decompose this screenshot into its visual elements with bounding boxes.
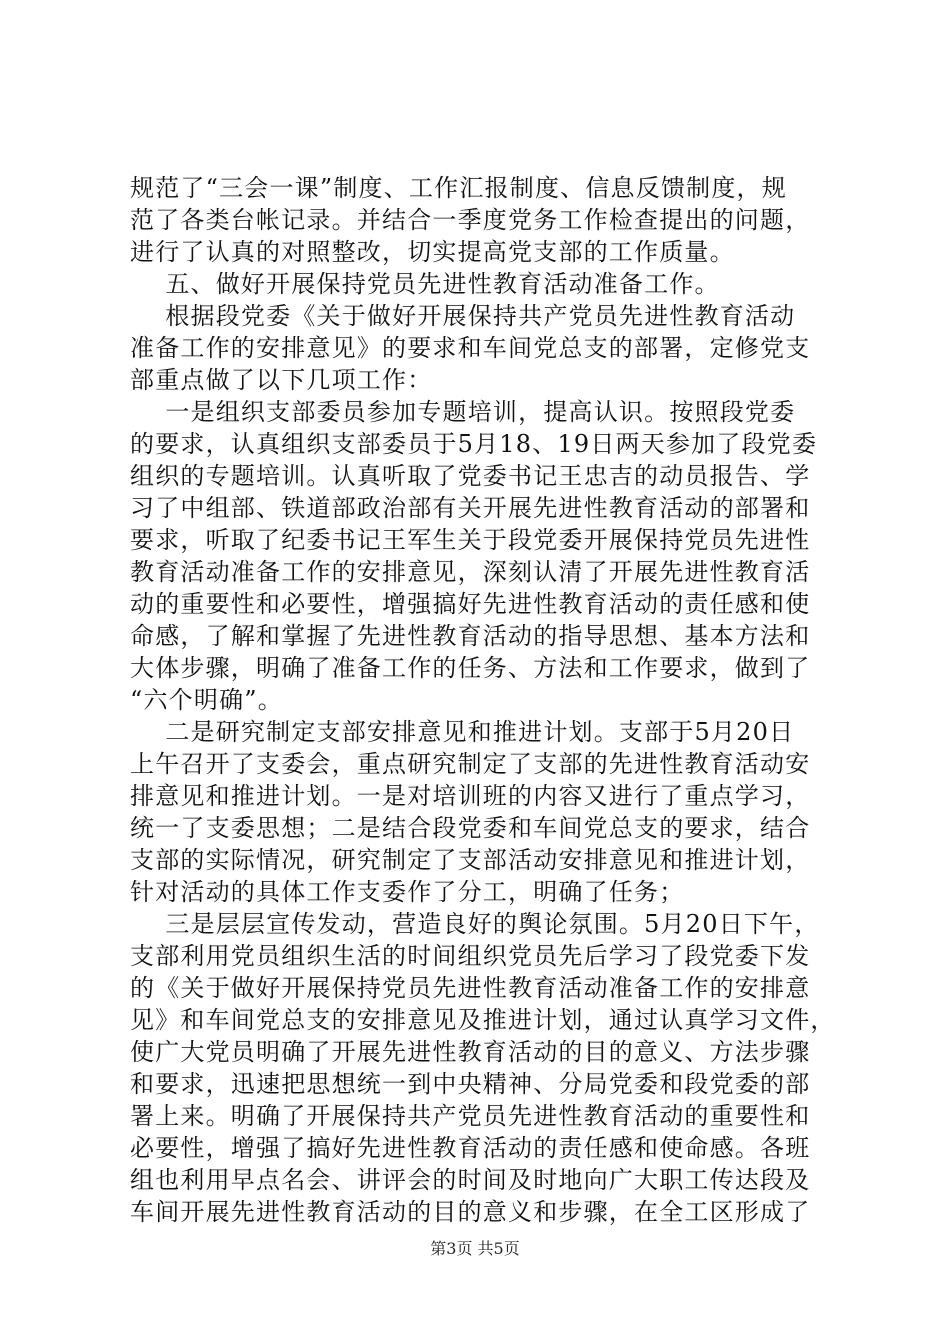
text-line: 统一了支委思想；二是结合段党委和车间党总支的要求，结合 [130, 814, 811, 842]
text-line: 组织的专题培训。认真听取了党委书记王忠吉的动员报告、学 [130, 462, 811, 490]
text-line: 规范了“三会一课”制度、工作汇报制度、信息反馈制度，规 [130, 174, 787, 202]
text-line: 二是研究制定支部安排意见和推进计划。支部于5月20日 [130, 718, 795, 746]
text-line: “六个明确”。 [130, 686, 283, 714]
text-line: 车间开展先进性教育活动的目的意义和步骤，在全工区形成了 [130, 1198, 811, 1226]
text-line: 根据段党委《关于做好开展保持共产党员先进性教育活动 [130, 302, 796, 330]
text-line: 范了各类台帐记录。并结合一季度党务工作检查提出的问题， [130, 206, 811, 234]
page-number-footer: 第3页 共5页 [430, 1239, 520, 1258]
section-heading: 五、做好开展保持党员先进性教育活动准备工作。 [130, 270, 720, 298]
text-line: 必要性，增强了搞好先进性教育活动的责任感和使命感。各班 [130, 1134, 811, 1162]
text-line: 和要求，迅速把思想统一到中央精神、分局党委和段党委的部 [130, 1070, 811, 1098]
text-line: 要求，听取了纪委书记王军生关于段党委开展保持党员先进性 [130, 526, 811, 554]
text-line: 习了中组部、铁道部政治部有关开展先进性教育活动的部署和 [130, 494, 811, 522]
text-line: 支部的实际情况，研究制定了支部活动安排意见和推进计划， [130, 846, 811, 874]
text-line: 一是组织支部委员参加专题培训，提高认识。按照段党委 [130, 398, 796, 426]
text-line: 署上来。明确了开展保持共产党员先进性教育活动的重要性和 [130, 1102, 811, 1130]
text-line: 针对活动的具体工作支委作了分工，明确了任务； [130, 878, 685, 906]
text-line: 动的重要性和必要性，增强搞好先进性教育活动的责任感和使 [130, 590, 811, 618]
text-line: 大体步骤，明确了准备工作的任务、方法和工作要求，做到了 [130, 654, 811, 682]
text-line: 三是层层宣传发动，营造良好的舆论氛围。5月20日下午， [130, 910, 820, 938]
text-line: 见》和车间党总支的安排意见及推进计划，通过认真学习文件， [130, 1006, 836, 1034]
document-body [130, 172, 836, 1228]
text-line: 组也利用早点名会、讲评会的时间及时地向广大职工传达段及 [130, 1166, 811, 1194]
text-line: 的要求，认真组织支部委员于5月18、19日两天参加了段党委 [130, 430, 818, 458]
text-line: 支部利用党员组织生活的时间组织党员先后学习了段党委下发 [130, 942, 811, 970]
text-line: 进行了认真的对照整改，切实提高党支部的工作质量。 [130, 238, 735, 266]
text-line: 排意见和推进计划。一是对培训班的内容又进行了重点学习， [130, 782, 811, 810]
text-line: 的《关于做好开展保持党员先进性教育活动准备工作的安排意 [130, 974, 811, 1002]
text-line: 使广大党员明确了开展先进性教育活动的目的意义、方法步骤 [130, 1038, 811, 1066]
text-line: 教育活动准备工作的安排意见，深刻认清了开展先进性教育活 [130, 558, 811, 586]
text-line: 部重点做了以下几项工作： [130, 366, 433, 394]
text-line: 上午召开了支委会，重点研究制定了支部的先进性教育活动安 [130, 750, 811, 778]
text-line: 命感，了解和掌握了先进性教育活动的指导思想、基本方法和 [130, 622, 811, 650]
text-line: 准备工作的安排意见》的要求和车间党总支的部署，定修党支 [130, 334, 811, 362]
